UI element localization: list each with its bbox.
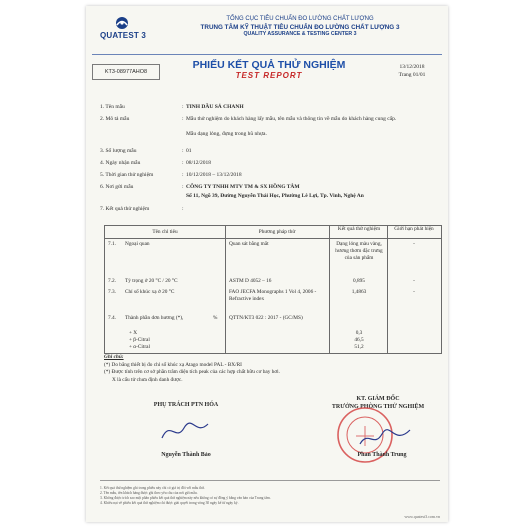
cell-result: Dạng lỏng màu vàng, hương thơm đặc trưng của sản phẩm xyxy=(335,241,383,261)
test-report-page: QUATEST 3 TỔNG CỤC TIÊU CHUẨN ĐO LƯỜNG CHẤT LƯỢNG TRUNG TÂM KỸ THUẬT TIÊU CHUẨN ĐO LƯỜNG CHẤT LƯỢNG 3 QUALITY ASSURANCE & TESTING CENTER 3 KT3-08977AHO8 PHIẾU KẾT QUẢ THỬ NGHIỆM TEST REPORT 13/12/2018 Trang 01/01 1. Tên mẫu : TINH DẦU SẢ CHANH 2. Mô tả mẫu : Mẫu thử nghiệm do khách hàng lấy mẫu, tên mẫu và thông tin về mẫu do khách hàng cung cấp. Mẫu dạng lỏng, đựng trong hũ nhựa. 3. Số lượng mẫu : 01 4. Ngày nhận mẫu : 08/12/2018 5. Thời gian thử nghiệm : 10/12/2018 – 13/12/2018 6. Nơi gửi mẫu : CÔNG TY TNHH MTV TM & SX HỒNG TÂM Số 11, Ngõ 39, Đường Nguyễn Thái Học, Phường Lê Lợi, Tp. Vinh, Nghệ An 7. Kết quả thử nghiệm : Tên chỉ tiêu Phương pháp thử Kết quả thử nghiệm Giới hạn phát hiện 7.1. Ngoại quan Quan sát bằng mắt Dạng lỏng màu vàng, hương thơm đặc trưng của sản phẩm - 7.2. Tỷ trọng ở 20 °C / 20 °C ASTM D 4052 – 16 0,895 - 7.3. Chỉ số khúc xạ ở 20 °C FAO JECFA Monographs 1 Vol 4, 2006 - Refractive index 1,4863 - 7.4. Thành phần dơn hương (*), % QTTN/KT3 022 : 2017 - (GC/MS) + X 0,3 + β-Citral 46,5 + α-Citral 51,2 Ghi chú: (*) Do bằng thiết bị đo chỉ số khúc xạ Atago model PAL - BX/RI (*) Được tính trên cơ sở phần trăm diện tích peak của các hợp chất hữu cơ bay hơi. X là cấu tử chưa định danh được. PHỤ TRÁCH PTN HÓA Nguyễn Thành Bảo KT. GIÁM ĐỐC TRƯỞNG PHÒNG THỬ NGHIỆM Phan Thành Trung 1. Kết quả thử nghiệm ghi trong phiếu này chỉ có giá trị đối với mẫu thử. 2. Tên mẫu, tên khách hàng được ghi theo yêu cầu của nơi gửi mẫu. 3. Không được trích sao một phần phiếu kết quả thử nghiệm này nếu không có sự đồng ý bằng văn bản của Trung tâm. 4. Khiếu nại về phiếu kết quả thử nghiệm chỉ được giải quyết trong vòng 30 ngày kể từ ngày ký. www.quatest3.com.vn xyxy=(86,6,448,522)
notes-title: Ghi chú: xyxy=(104,354,124,360)
report-title xyxy=(164,59,374,80)
footer-website-bar xyxy=(100,514,440,519)
info-label: Mô tả mẫu xyxy=(105,116,130,122)
quatest-logo xyxy=(92,16,152,46)
cell-name: Chỉ số khúc xạ ở 20 °C xyxy=(125,289,175,295)
cell-name: Thành phần dơn hương (*), xyxy=(125,315,184,321)
cell-result: 1,4863 xyxy=(351,289,367,295)
info-value: CÔNG TY TNHH MTV TM & SX HỒNG TÂM xyxy=(186,184,300,190)
footer-line: 1. Kết quả thử nghiệm ghi trong phiếu này chỉ có giá trị đối với mẫu thử. xyxy=(100,486,205,490)
cell-result: 0,3 xyxy=(355,330,363,336)
info-value: 01 xyxy=(186,148,192,154)
info-value: TINH DẦU SẢ CHANH xyxy=(186,104,244,110)
left-signature-icon xyxy=(156,416,216,446)
cell-name: Ngoại quan xyxy=(125,241,150,247)
footer-website: www.quatest3.com.vn xyxy=(404,514,440,519)
info-value: 10/12/2018 – 13/12/2018 xyxy=(186,172,242,178)
logo-emblem-icon xyxy=(112,16,132,30)
cell-result: 0,895 xyxy=(353,278,365,284)
report-title-vn: PHIẾU KẾT QUẢ THỬ NGHIỆM xyxy=(192,59,346,71)
report-title-en: TEST REPORT xyxy=(235,71,303,80)
table-header: Kết quả thử nghiệm xyxy=(337,226,381,232)
org-line-2: TRUNG TÂM KỸ THUẬT TIÊU CHUẨN ĐO LƯỜNG CHẤT LƯỢNG 3 xyxy=(200,23,400,31)
cell-limit: - xyxy=(413,278,415,284)
logo-text: QUATEST 3 xyxy=(99,31,147,40)
cell-method: QTTN/KT3 022 : 2017 - (GC/MS) xyxy=(229,315,303,321)
cell-name: + β-Citral xyxy=(129,337,150,343)
table-header: Tên chỉ tiêu xyxy=(152,229,178,235)
notes xyxy=(104,354,440,385)
info-value: Mẫu thử nghiệm do khách hàng lấy mẫu, tên mẫu và thông tin về mẫu do khách hàng cung cấp. xyxy=(186,116,397,122)
org-line-3: QUALITY ASSURANCE & TESTING CENTER 3 xyxy=(243,31,357,38)
report-code: KT3-08977AHO8 xyxy=(92,64,160,80)
cell-name: Tỷ trọng ở 20 °C / 20 °C xyxy=(125,278,178,284)
results-table: Tên chỉ tiêu Phương pháp thử Kết quả thử nghiệm Giới hạn phát hiện 7.1. Ngoại quan Quan sát bằng mắt Dạng lỏng màu vàng, hương thơm đặc trưng của sản phẩm - 7.2. Tỷ trọng ở 20 °C / 20 °C ASTM D 4052 – 16 0,895 - 7.3. Chỉ số khúc xạ ở 20 °C FAO JECFA Monographs 1 Vol 4, 2006 - Refractive index 1,4863 - 7.4. Thành phần dơn hương (*), % QTTN/KT3 022 : 2017 - (GC/MS) + X 0,3 + β-Citral 46,5 + α-Citral 51,2 xyxy=(104,225,442,354)
info-value-2: Số 11, Ngõ 39, Đường Nguyễn Thái Học, Phường Lê Lợi, Tp. Vinh, Nghệ An xyxy=(186,193,364,199)
footer-line: 2. Tên mẫu, tên khách hàng được ghi theo yêu cầu của nơi gửi mẫu. xyxy=(100,490,198,495)
cell-method: Quan sát bằng mắt xyxy=(229,241,269,247)
cell-result: 46,5 xyxy=(354,337,364,343)
info-value: 08/12/2018 xyxy=(186,160,212,166)
left-signatory-title: PHỤ TRÁCH PTN HÓA xyxy=(153,402,219,408)
footer-line: 4. Khiếu nại về phiếu kết quả thử nghiệm chỉ được giải quyết trong vòng 30 ngày kể từ ngày ký. xyxy=(100,500,239,505)
table-header: Giới hạn phát hiện xyxy=(394,226,434,232)
note-line: (*) Được tính trên cơ sở phần trăm diện tích peak của các hợp chất hữu cơ bay hơi. xyxy=(104,369,280,376)
cell-limit: - xyxy=(413,241,415,247)
cell-method: FAO JECFA Monographs 1 Vol 4, 2006 - Refractive index xyxy=(229,289,317,302)
info-label: Kết quả thử nghiệm xyxy=(105,206,150,212)
info-label: Ngày nhận mẫu xyxy=(105,160,141,166)
info-label: Tên mẫu xyxy=(105,104,125,110)
cell-unit: % xyxy=(213,315,218,321)
right-signatory-name: Phan Thành Trung xyxy=(357,452,407,458)
report-date-box xyxy=(382,64,442,79)
right-signature-icon xyxy=(356,424,416,452)
header-divider xyxy=(92,54,442,55)
cell-result: 51,2 xyxy=(354,344,364,350)
table-header: Phương pháp thử xyxy=(258,229,296,235)
report-date: 13/12/2018 xyxy=(399,64,425,70)
org-line-1: TỔNG CỤC TIÊU CHUẨN ĐO LƯỜNG CHẤT LƯỢNG xyxy=(226,16,374,22)
report-page: Trang 01/01 xyxy=(398,71,426,78)
info-label: Nơi gửi mẫu xyxy=(105,184,134,190)
cell-name: + X xyxy=(129,330,138,336)
note-line: (*) Do bằng thiết bị đo chỉ số khúc xạ Atago model PAL - BX/RI xyxy=(104,361,242,368)
cell-method: ASTM D 4052 – 16 xyxy=(229,278,272,284)
right-signatory-prefix: KT. GIÁM ĐỐC xyxy=(356,396,400,402)
info-label: Số lượng mẫu xyxy=(105,148,137,154)
footer-divider xyxy=(100,480,440,481)
info-value-2: Mẫu dạng lỏng, đựng trong hũ nhựa. xyxy=(186,131,267,137)
organization-header xyxy=(156,16,444,38)
cell-name: + α-Citral xyxy=(129,344,150,350)
info-label: Thời gian thử nghiệm xyxy=(105,172,154,178)
footer-notes xyxy=(100,486,440,505)
right-signatory-title: TRƯỞNG PHÒNG THỬ NGHIỆM xyxy=(331,404,425,410)
note-line: X là cấu tử chưa định danh được. xyxy=(112,377,183,384)
footer-line: 3. Không được trích sao một phần phiếu kết quả thử nghiệm này nếu không có sự đồng ý bằng văn bản của Trung tâm. xyxy=(100,495,271,500)
cell-limit: - xyxy=(413,289,415,295)
left-signatory-name: Nguyễn Thành Bảo xyxy=(161,452,211,458)
